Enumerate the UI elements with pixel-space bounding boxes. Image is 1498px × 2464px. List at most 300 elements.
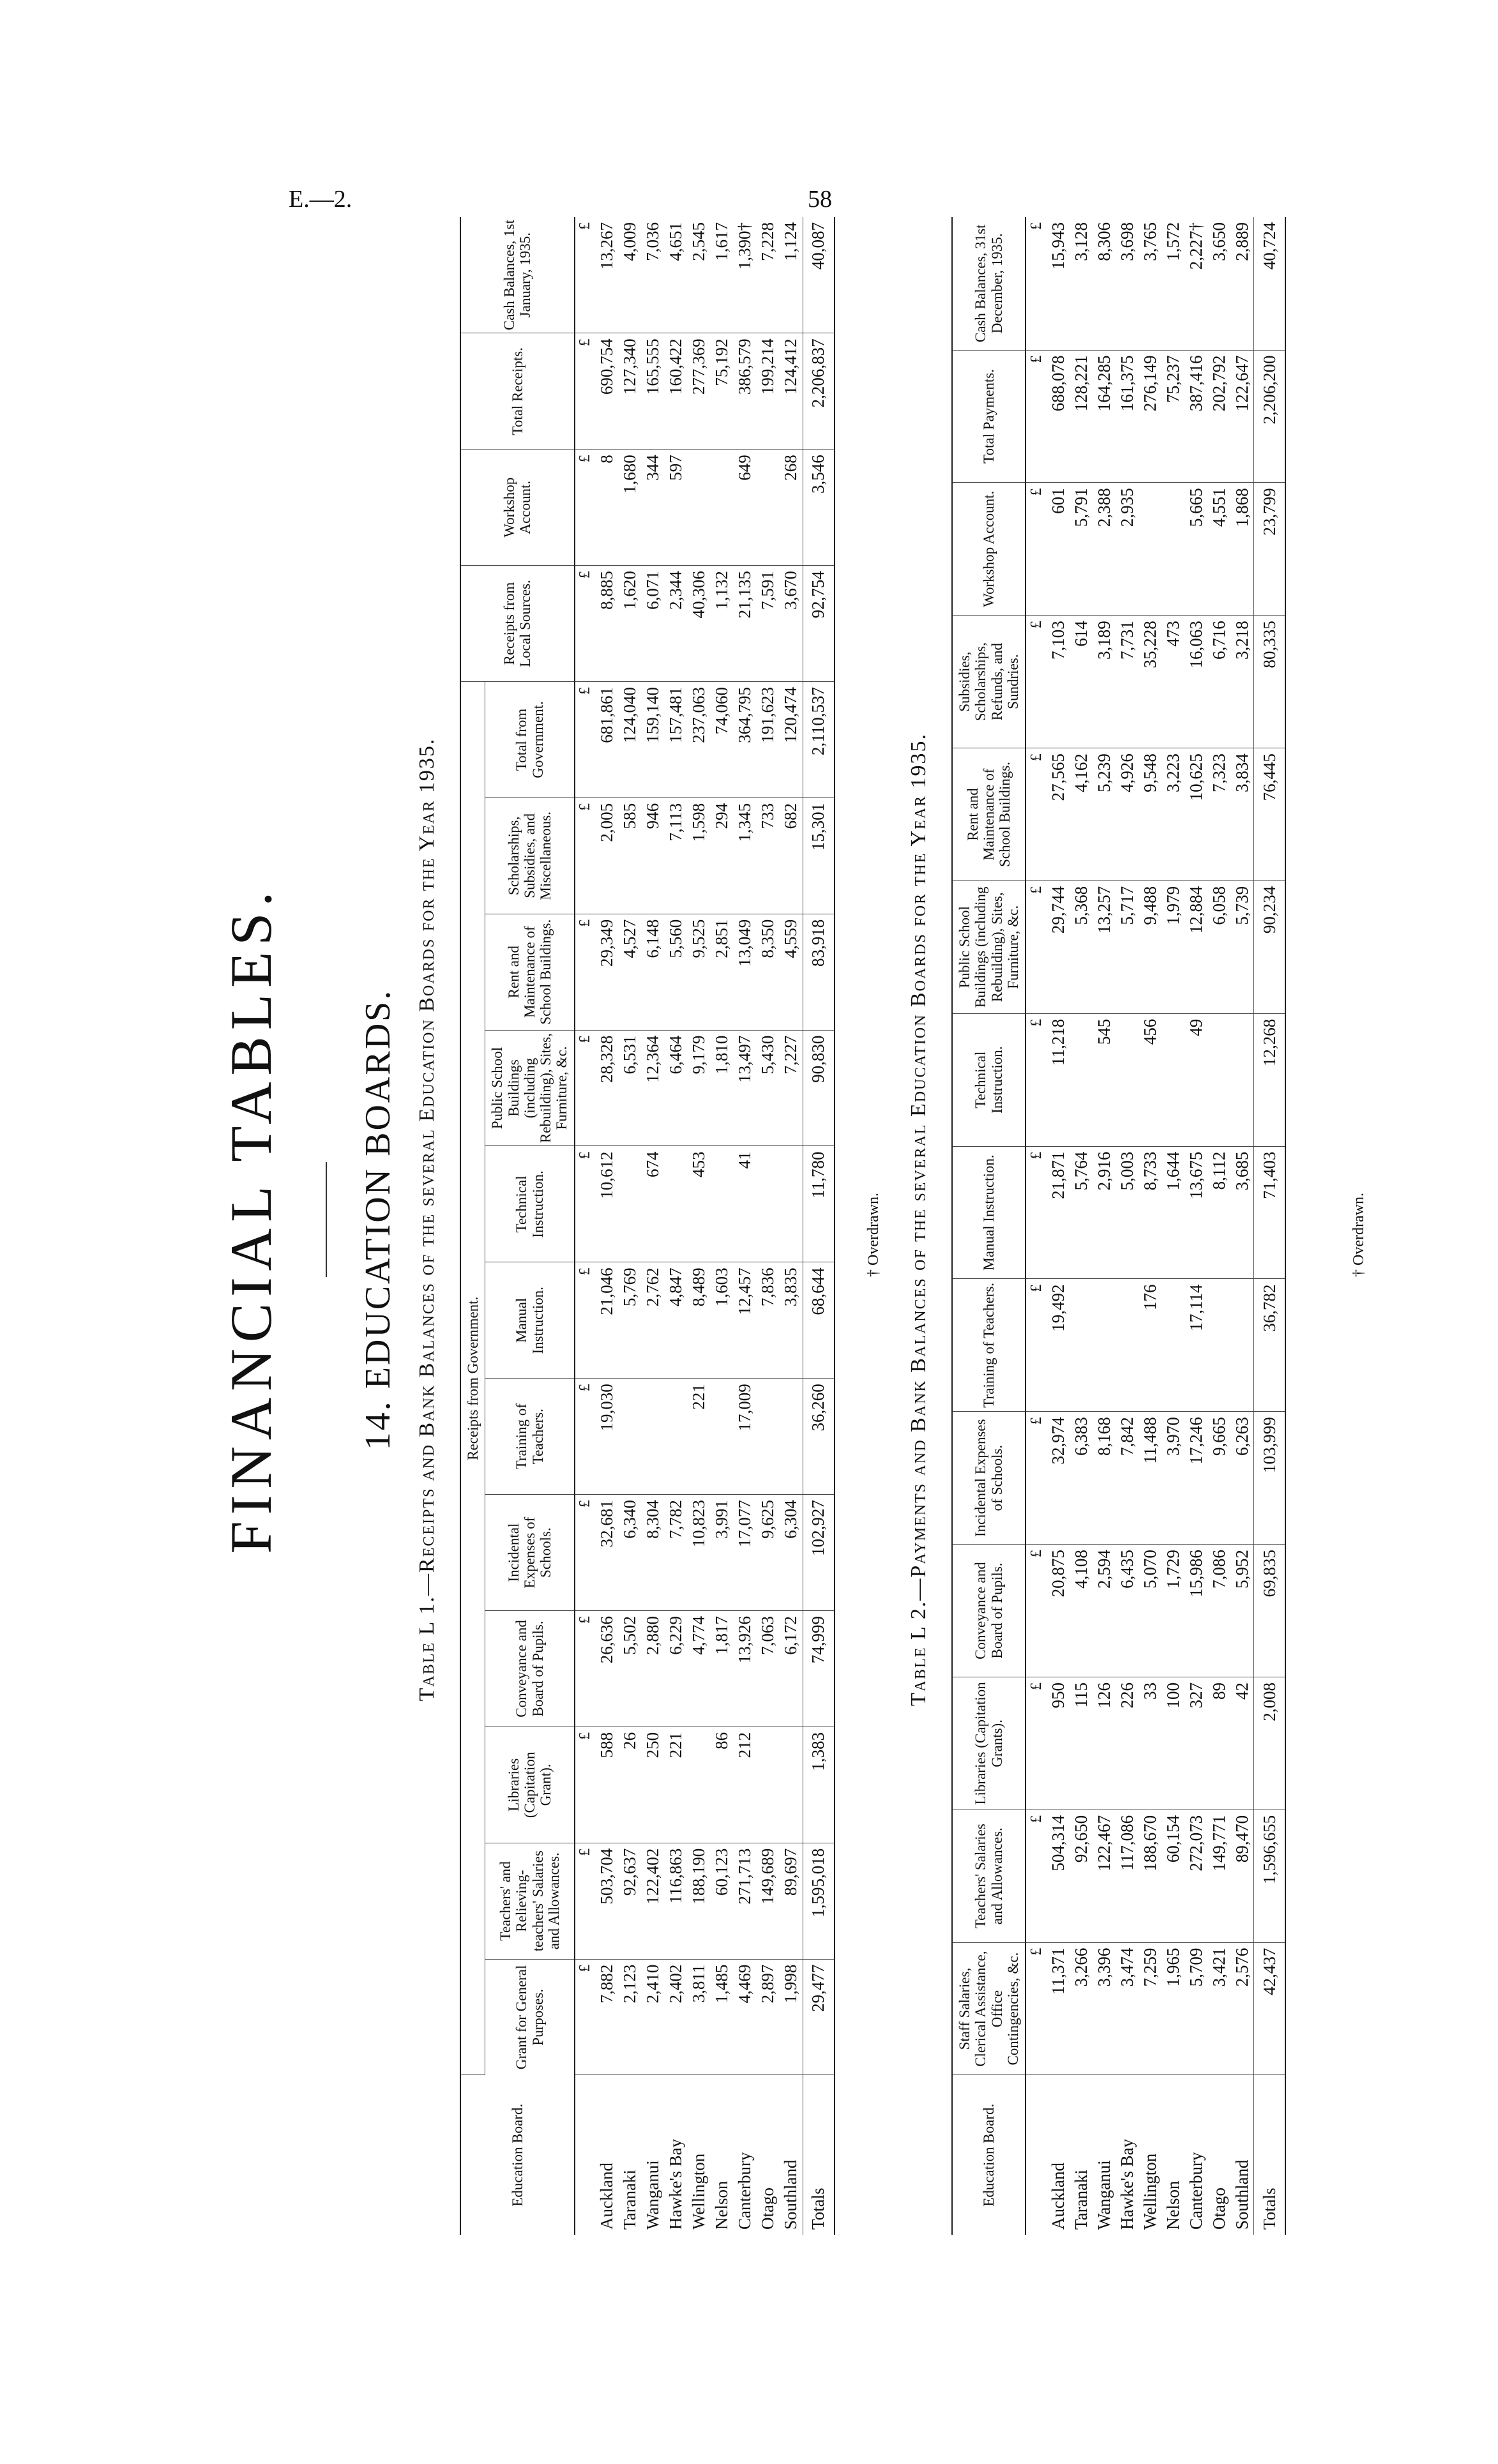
column-header: Conveyance and Board of Pupils. [485, 1611, 575, 1727]
table-cell: 4,527 [619, 914, 642, 1030]
table-cell: 8,306 [1093, 217, 1116, 350]
column-header: Libraries (Capitation Grants). [952, 1677, 1025, 1810]
table-cell: 5,717 [1116, 881, 1139, 1013]
table-cell: 2,576 [1230, 1942, 1254, 2075]
table-cell [1116, 1013, 1139, 1146]
table-cell: 2,227† [1184, 217, 1207, 350]
page-reference: E.—2. [289, 186, 352, 213]
table-cell: 946 [642, 797, 665, 914]
table-cell: 276,149 [1139, 350, 1161, 483]
unit-symbol: £ [575, 1495, 596, 1611]
table-cell: 33 [1139, 1677, 1161, 1810]
unit-symbol: £ [575, 1379, 596, 1495]
table-cell: 456 [1139, 1013, 1161, 1146]
board-name: Auckland [1048, 2163, 1068, 2230]
table-cell: 2,851 [711, 914, 734, 1030]
unit-symbol: £ [575, 914, 596, 1030]
unit-symbol: £ [575, 1030, 596, 1146]
table-cell: 1,345 [734, 797, 757, 914]
table-cell: 161,375 [1116, 350, 1139, 483]
table-cell [665, 1146, 688, 1262]
table-cell: 2,880 [642, 1611, 665, 1727]
table-cell [711, 450, 734, 566]
table-cell: 117,086 [1116, 1810, 1139, 1942]
unit-symbol: £ [1025, 1942, 1047, 2075]
table1-receipts [460, 217, 835, 2235]
table-row [596, 217, 619, 2235]
unit-symbol: £ [1025, 1412, 1047, 1545]
column-header: Total Payments. [952, 350, 1025, 483]
column-header: Incidental Expenses of Schools. [485, 1495, 575, 1611]
table-cell: 2,897 [757, 1959, 780, 2075]
table-cell: 1,485 [711, 1959, 734, 2075]
table-cell: 6,071 [642, 566, 665, 682]
table-cell [1230, 1279, 1254, 1412]
table-cell: 690,754 [596, 333, 619, 450]
table-cell: 5,239 [1093, 748, 1116, 881]
totals-cell: 80,335 [1254, 616, 1286, 748]
table-cell: 649 [734, 450, 757, 566]
table-cell: 3,223 [1161, 748, 1184, 881]
totals-cell: 42,437 [1254, 1942, 1286, 2075]
unit-row [1025, 217, 1047, 2235]
column-header: Total Receipts. [460, 333, 575, 450]
table-cell: 13,675 [1184, 1146, 1207, 1279]
totals-cell: 12,268 [1254, 1013, 1286, 1146]
table-cell: 17,009 [734, 1379, 757, 1495]
table-cell: 9,488 [1139, 881, 1161, 1013]
table-cell: 2,402 [665, 1959, 688, 2075]
table-cell: 7,259 [1139, 1942, 1161, 2075]
table-cell: 124,412 [780, 333, 803, 450]
table-cell: 9,625 [757, 1495, 780, 1611]
column-header: Subsidies, Scholarships, Refunds, and Sundries. [952, 616, 1025, 748]
table-cell: 7,113 [665, 797, 688, 914]
table-cell: 7,228 [757, 217, 780, 333]
receipts-group-header: Receipts from Government. [460, 682, 485, 2076]
board-name: Southland [781, 2159, 801, 2230]
table-cell: 75,192 [711, 333, 734, 450]
table-cell [757, 1146, 780, 1262]
table-cell: 1,620 [619, 566, 642, 682]
table-cell [1161, 483, 1184, 616]
table-cell: 1,868 [1230, 483, 1254, 616]
table-row [1070, 217, 1093, 2235]
table-row [688, 217, 711, 2235]
totals-cell: 36,782 [1254, 1279, 1286, 1412]
table-cell: 2,344 [665, 566, 688, 682]
board-name: Nelson [712, 2181, 732, 2230]
table-cell: 32,681 [596, 1495, 619, 1611]
table-cell: 29,744 [1047, 881, 1070, 1013]
table-cell: 1,965 [1161, 1942, 1184, 2075]
unit-symbol: £ [575, 450, 596, 566]
table-cell: 6,383 [1070, 1412, 1093, 1545]
totals-cell: 23,799 [1254, 483, 1286, 616]
table-row [665, 217, 688, 2235]
table-cell: 21,871 [1047, 1146, 1070, 1279]
table-cell [1070, 1013, 1093, 1146]
table-cell: 1,998 [780, 1959, 803, 2075]
table-cell: 4,651 [665, 217, 688, 333]
column-header: Public School Buildings (including Rebuilding), Sites, Furniture, &c. [485, 1030, 575, 1146]
table-cell: 126 [1093, 1677, 1116, 1810]
table-cell: 950 [1047, 1677, 1070, 1810]
table-cell: 5,739 [1230, 881, 1254, 1013]
totals-row [1254, 217, 1286, 2235]
column-header: Cash Balances, 1st January, 1935. [460, 217, 575, 333]
totals-cell: 102,927 [803, 1495, 835, 1611]
table-cell: 271,713 [734, 1843, 757, 1959]
totals-cell: 92,754 [803, 566, 835, 682]
table-cell: 3,128 [1070, 217, 1093, 350]
table-cell: 2,410 [642, 1959, 665, 2075]
table-cell: 327 [1184, 1677, 1207, 1810]
table-cell: 4,774 [688, 1611, 711, 1727]
table-cell: 2,935 [1116, 483, 1139, 616]
table-cell: 1,598 [688, 797, 711, 914]
table-cell: 21,135 [734, 566, 757, 682]
table-cell [757, 1727, 780, 1843]
table-cell: 3,685 [1230, 1146, 1254, 1279]
table-row [1093, 217, 1116, 2235]
table-cell: 202,792 [1207, 350, 1230, 483]
column-header: Receipts from Local Sources. [460, 566, 575, 682]
table-cell: 40,306 [688, 566, 711, 682]
table-cell: 3,650 [1207, 217, 1230, 350]
table-cell: 3,266 [1070, 1942, 1093, 2075]
unit-symbol: £ [1025, 1013, 1047, 1146]
table-cell: 115 [1070, 1677, 1093, 1810]
table-cell: 176 [1139, 1279, 1161, 1412]
table-row [1161, 217, 1184, 2235]
section-title: 14. EDUCATION BOARDS. [358, 988, 398, 1451]
table-cell: 28,328 [596, 1030, 619, 1146]
table-cell: 386,579 [734, 333, 757, 450]
board-name: Wanganui [643, 2160, 663, 2230]
board-name: Otago [758, 2188, 778, 2230]
unit-symbol: £ [575, 1959, 596, 2075]
table-cell: 221 [665, 1727, 688, 1843]
table-cell [780, 1379, 803, 1495]
table-cell: 122,402 [642, 1843, 665, 1959]
column-header: Rent and Maintenance of School Buildings. [485, 914, 575, 1030]
table-cell: 13,049 [734, 914, 757, 1030]
totals-cell: 69,835 [1254, 1545, 1286, 1677]
table-row [757, 217, 780, 2235]
table-cell: 3,835 [780, 1262, 803, 1379]
table-cell: 74,060 [711, 682, 734, 798]
table-cell: 3,991 [711, 1495, 734, 1611]
table-cell: 9,548 [1139, 748, 1161, 881]
table-cell: 3,474 [1116, 1942, 1139, 2075]
table-cell: 387,416 [1184, 350, 1207, 483]
table-cell [1161, 1279, 1184, 1412]
table-cell: 5,368 [1070, 881, 1093, 1013]
board-name: Wellington [1140, 2153, 1160, 2230]
unit-symbol: £ [1025, 217, 1047, 350]
table-cell: 3,670 [780, 566, 803, 682]
table-cell: 1,810 [711, 1030, 734, 1146]
table-cell: 29,349 [596, 914, 619, 1030]
column-header: Training of Teachers. [485, 1379, 575, 1495]
table-cell: 8,733 [1139, 1146, 1161, 1279]
table-cell: 3,218 [1230, 616, 1254, 748]
table-cell: 344 [642, 450, 665, 566]
table-cell: 2,005 [596, 797, 619, 914]
table-cell [619, 1146, 642, 1262]
unit-symbol: £ [1025, 1545, 1047, 1677]
table-cell: 221 [688, 1379, 711, 1495]
table-row [1047, 217, 1070, 2235]
table-cell: 124,040 [619, 682, 642, 798]
table-cell: 86 [711, 1727, 734, 1843]
unit-symbol: £ [1025, 1810, 1047, 1942]
table-cell: 1,979 [1161, 881, 1184, 1013]
table-cell: 122,647 [1230, 350, 1254, 483]
table-cell: 3,811 [688, 1959, 711, 2075]
totals-cell: 1,596,655 [1254, 1810, 1286, 1942]
table-cell: 10,625 [1184, 748, 1207, 881]
board-name: Nelson [1163, 2181, 1183, 2230]
table-cell: 682 [780, 797, 803, 914]
table-cell: 42 [1230, 1677, 1254, 1810]
unit-cell [1025, 2075, 1047, 2235]
table-cell: 41 [734, 1146, 757, 1262]
table-cell: 8 [596, 450, 619, 566]
table-cell: 7,323 [1207, 748, 1230, 881]
table-cell: 1,603 [711, 1262, 734, 1379]
unit-symbol: £ [575, 682, 596, 798]
board-name: Hawke's Bay [1117, 2138, 1137, 2230]
totals-cell: 90,830 [803, 1030, 835, 1146]
unit-symbol: £ [1025, 483, 1047, 616]
table-cell: 4,926 [1116, 748, 1139, 881]
table-row [1230, 217, 1254, 2235]
board-name: Otago [1209, 2188, 1229, 2230]
board-name: Wanganui [1094, 2160, 1114, 2230]
table-cell: 11,218 [1047, 1013, 1070, 1146]
totals-cell: 71,403 [1254, 1146, 1286, 1279]
table-cell: 1,729 [1161, 1545, 1184, 1677]
table-cell [1139, 483, 1161, 616]
table-cell: 5,764 [1070, 1146, 1093, 1279]
totals-cell: 2,008 [1254, 1677, 1286, 1810]
table-cell: 7,591 [757, 566, 780, 682]
table-cell: 92,650 [1070, 1810, 1093, 1942]
table-cell: 585 [619, 797, 642, 914]
unit-symbol: £ [575, 1611, 596, 1727]
table-row [1207, 217, 1230, 2235]
table-cell: 272,073 [1184, 1810, 1207, 1942]
table-cell [642, 1379, 665, 1495]
table-cell [1207, 1279, 1230, 1412]
table-cell: 20,875 [1047, 1545, 1070, 1677]
totals-cell: 2,206,837 [803, 333, 835, 450]
board-name: Wellington [689, 2153, 709, 2230]
table-cell [711, 1379, 734, 1495]
table-cell: 6,172 [780, 1611, 803, 1727]
totals-row [803, 217, 835, 2235]
unit-cell [575, 2075, 596, 2235]
table-cell [1161, 1013, 1184, 1146]
table-cell: 1,124 [780, 217, 803, 333]
table-cell: 2,889 [1230, 217, 1254, 350]
table-cell: 1,390† [734, 217, 757, 333]
table-cell: 35,228 [1139, 616, 1161, 748]
column-header: Grant for General Purposes. [485, 1959, 575, 2075]
table-cell: 5,709 [1184, 1942, 1207, 2075]
totals-cell: 90,234 [1254, 881, 1286, 1013]
column-header: Cash Balances, 31st December, 1935. [952, 217, 1025, 350]
table-cell: 5,560 [665, 914, 688, 1030]
table-cell: 6,229 [665, 1611, 688, 1727]
table-cell: 7,103 [1047, 616, 1070, 748]
table-cell: 21,046 [596, 1262, 619, 1379]
table-cell: 6,058 [1207, 881, 1230, 1013]
page-number: 58 [808, 186, 832, 213]
table-cell: 4,551 [1207, 483, 1230, 616]
board-name: Taranaki [620, 2169, 640, 2230]
column-header: Workshop Account. [952, 483, 1025, 616]
table-cell: 10,823 [688, 1495, 711, 1611]
table-cell: 60,123 [711, 1843, 734, 1959]
table-cell [711, 1146, 734, 1262]
unit-symbol: £ [575, 1146, 596, 1262]
table-cell: 2,123 [619, 1959, 642, 2075]
table-cell: 601 [1047, 483, 1070, 616]
table-cell: 7,842 [1116, 1412, 1139, 1545]
table-cell: 19,030 [596, 1379, 619, 1495]
table-cell: 191,623 [757, 682, 780, 798]
table-cell: 733 [757, 797, 780, 914]
table1-footnote: † Overdrawn. [865, 1193, 882, 1277]
table-cell: 75,237 [1161, 350, 1184, 483]
table-cell: 12,457 [734, 1262, 757, 1379]
table-cell: 6,340 [619, 1495, 642, 1611]
table-cell: 674 [642, 1146, 665, 1262]
totals-cell: 3,546 [803, 450, 835, 566]
table-cell: 7,836 [757, 1262, 780, 1379]
table-cell: 5,952 [1230, 1545, 1254, 1677]
table-cell [1207, 1013, 1230, 1146]
column-header: Training of Teachers. [952, 1279, 1025, 1412]
table-cell: 8,350 [757, 914, 780, 1030]
table-cell: 149,689 [757, 1843, 780, 1959]
table-cell: 3,421 [1207, 1942, 1230, 2075]
table-cell: 453 [688, 1146, 711, 1262]
table-cell: 17,114 [1184, 1279, 1207, 1412]
totals-cell: 29,477 [803, 1959, 835, 2075]
table-cell: 15,986 [1184, 1545, 1207, 1677]
table-cell: 12,364 [642, 1030, 665, 1146]
table-cell: 1,817 [711, 1611, 734, 1727]
table-cell: 3,765 [1139, 217, 1161, 350]
table-row [1139, 217, 1161, 2235]
unit-symbol: £ [575, 1727, 596, 1843]
unit-symbol: £ [1025, 1279, 1047, 1412]
column-header: Teachers' and Relieving-teachers' Salaries and Allowances. [485, 1843, 575, 1959]
table-cell: 1,132 [711, 566, 734, 682]
table-cell: 26,636 [596, 1611, 619, 1727]
table-cell [1070, 1279, 1093, 1412]
table-cell: 5,769 [619, 1262, 642, 1379]
table-cell: 277,369 [688, 333, 711, 450]
table-cell: 7,063 [757, 1611, 780, 1727]
table-row [780, 217, 803, 2235]
column-header: Rent and Maintenance of School Buildings. [952, 748, 1025, 881]
table-cell: 1,572 [1161, 217, 1184, 350]
totals-cell: 11,780 [803, 1146, 835, 1262]
table-row [1184, 217, 1207, 2235]
column-header: Conveyance and Board of Pupils. [952, 1545, 1025, 1677]
table-cell: 127,340 [619, 333, 642, 450]
totals-cell: 83,918 [803, 914, 835, 1030]
table-cell: 1,644 [1161, 1146, 1184, 1279]
table-cell: 2,762 [642, 1262, 665, 1379]
totals-cell: 36,260 [803, 1379, 835, 1495]
table2-caption: Table L 2.—Payments and Bank Balances of the several Education Boards for the Year 1935. [907, 732, 930, 1707]
table-cell [665, 1379, 688, 1495]
column-header: Total from Government. [485, 682, 575, 798]
table-cell: 165,555 [642, 333, 665, 450]
table-row [619, 217, 642, 2235]
table-cell [780, 1727, 803, 1843]
table-cell: 6,531 [619, 1030, 642, 1146]
totals-label: Totals [803, 2075, 835, 2235]
table-cell: 268 [780, 450, 803, 566]
table2-payments [951, 217, 1286, 2235]
table-cell: 8,112 [1207, 1146, 1230, 1279]
table-cell: 6,304 [780, 1495, 803, 1611]
unit-symbol: £ [1025, 1146, 1047, 1279]
table-cell: 89 [1207, 1677, 1230, 1810]
column-header: Manual Instruction. [952, 1146, 1025, 1279]
table-cell: 237,063 [688, 682, 711, 798]
table-cell: 13,267 [596, 217, 619, 333]
table-cell: 6,464 [665, 1030, 688, 1146]
unit-symbol: £ [1025, 748, 1047, 881]
table-row [734, 217, 757, 2235]
board-name: Southland [1232, 2159, 1252, 2230]
table-cell: 681,861 [596, 682, 619, 798]
table-cell: 5,070 [1139, 1545, 1161, 1677]
table2-footnote: † Overdrawn. [1350, 1193, 1367, 1277]
unit-symbol: £ [575, 1262, 596, 1379]
unit-row [575, 217, 596, 2235]
unit-symbol: £ [1025, 350, 1047, 483]
unit-symbol: £ [1025, 616, 1047, 748]
table-cell: 116,863 [665, 1843, 688, 1959]
table-cell: 4,559 [780, 914, 803, 1030]
table-cell: 614 [1070, 616, 1093, 748]
table-cell: 4,847 [665, 1262, 688, 1379]
table-cell: 7,882 [596, 1959, 619, 2075]
table-cell: 160,422 [665, 333, 688, 450]
table-cell: 32,974 [1047, 1412, 1070, 1545]
table-cell: 6,435 [1116, 1545, 1139, 1677]
column-header: Technical Instruction. [952, 1013, 1025, 1146]
board-column-header: Education Board. [952, 2075, 1025, 2235]
table-cell: 11,488 [1139, 1412, 1161, 1545]
table-cell: 128,221 [1070, 350, 1093, 483]
table-row [642, 217, 665, 2235]
totals-cell: 40,087 [803, 217, 835, 333]
table-cell: 199,214 [757, 333, 780, 450]
totals-label: Totals [1254, 2075, 1286, 2235]
table-cell: 16,063 [1184, 616, 1207, 748]
column-header: Incidental Expenses of Schools. [952, 1412, 1025, 1545]
